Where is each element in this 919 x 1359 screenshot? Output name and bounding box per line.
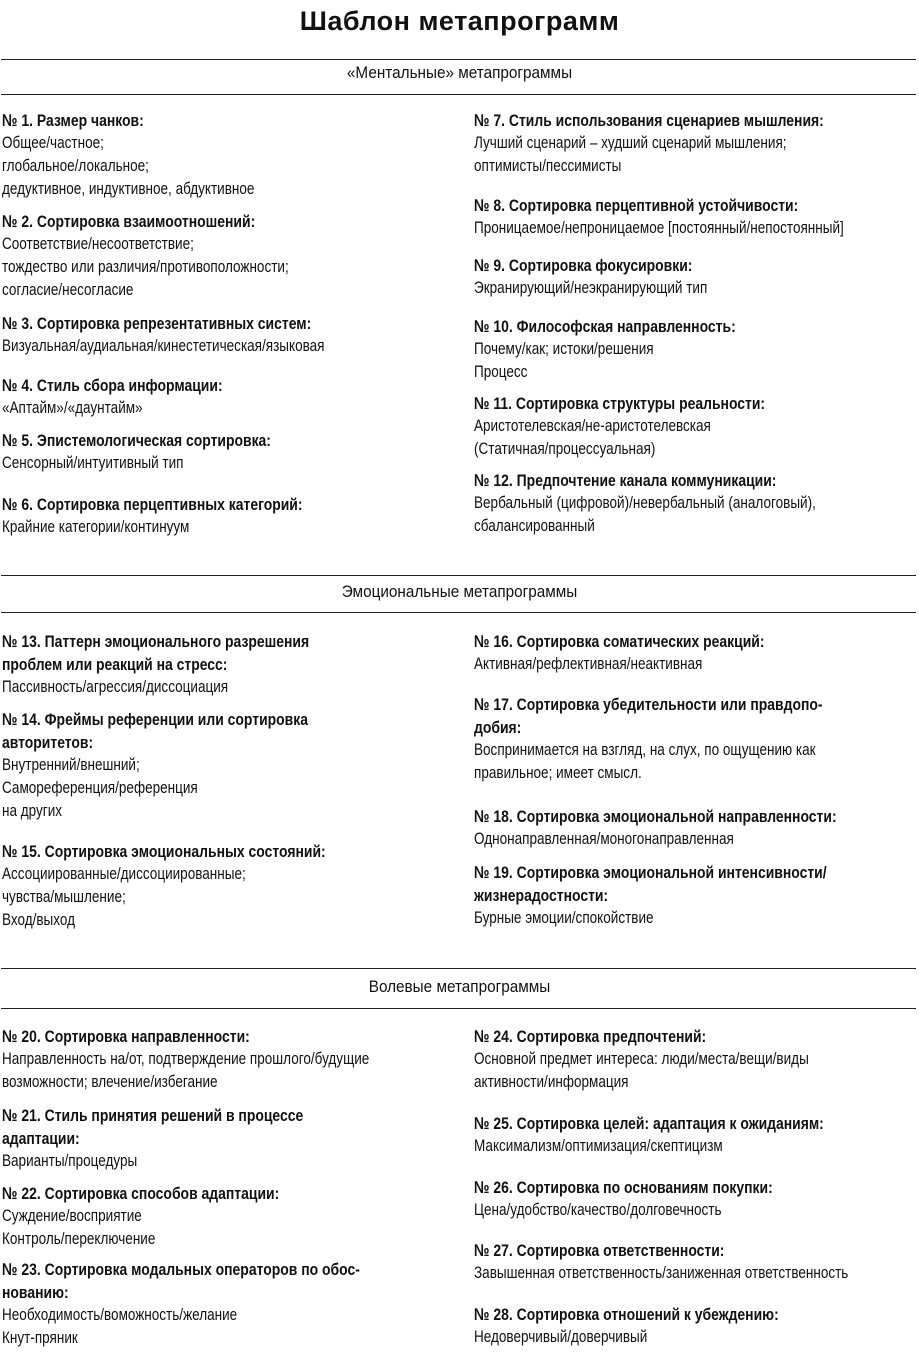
item-text: «Аптайм»/«даунтайм» <box>2 399 143 417</box>
item-text: возможности; влечение/избегание <box>2 1073 218 1091</box>
item-text: чувства/мышление; <box>2 888 126 906</box>
item-text: Проницаемое/непроницаемое [постоянный/непостоянный] <box>474 219 844 237</box>
item-heading: нованию: <box>2 1283 69 1302</box>
item-text: Пассивность/агрессия/диссоциация <box>2 678 229 696</box>
metaprogram-item-22 <box>2 1182 461 1251</box>
metaprogram-item-1 <box>2 109 461 201</box>
item-heading: № 1. Размер чанков: <box>2 111 144 130</box>
item-text: Контроль/переключение <box>2 1230 156 1248</box>
item-text: Завышенная ответственность/заниженная ответственность <box>474 1264 849 1282</box>
metaprogram-item-28 <box>474 1303 919 1349</box>
item-text: Суждение/восприятие <box>2 1207 142 1225</box>
metaprogram-item-21 <box>2 1104 461 1173</box>
metaprogram-item-4 <box>2 374 461 420</box>
item-heading: добия: <box>474 718 522 737</box>
item-heading: № 11. Сортировка структуры реальности: <box>474 394 766 413</box>
item-text: активности/информация <box>474 1073 629 1091</box>
item-text: Основной предмет интереса: люди/места/вещи/виды <box>474 1050 809 1068</box>
metaprogram-item-14 <box>2 708 461 823</box>
divider <box>1 575 916 576</box>
metaprogram-item-19 <box>474 861 919 930</box>
section-title-mental: «Ментальные» метапрограммы <box>346 63 573 82</box>
section-title-volitional: Волевые метапрограммы <box>368 977 551 996</box>
item-text: Воспринимается на взгляд, на слух, по ощущению как <box>474 741 816 759</box>
metaprogram-item-6 <box>2 493 461 539</box>
item-text: Ассоциированные/диссоциированные; <box>2 865 246 883</box>
metaprogram-item-15 <box>2 840 461 932</box>
item-text: Кнут-пряник <box>2 1329 78 1347</box>
metaprogram-item-27 <box>474 1239 919 1285</box>
metaprogram-item-18 <box>474 805 919 851</box>
metaprogram-item-17 <box>474 693 919 785</box>
item-text: Соответствие/несоответствие; <box>2 235 194 253</box>
item-heading: № 13. Паттерн эмоционального разрешения <box>2 632 310 651</box>
item-heading: № 28. Сортировка отношений к убеждению: <box>474 1305 779 1324</box>
item-heading: № 27. Сортировка ответственности: <box>474 1241 725 1260</box>
item-text: Активная/рефлективная/неактивная <box>474 655 703 673</box>
item-text: Вербальный (цифровой)/невербальный (аналоговый), <box>474 494 816 512</box>
item-text: тождество или различия/противоположности; <box>2 258 289 276</box>
item-heading: № 26. Сортировка по основаниям покупки: <box>474 1178 773 1197</box>
item-text: Варианты/процедуры <box>2 1152 138 1170</box>
item-heading: № 10. Философская направленность: <box>474 317 736 336</box>
item-text: Максимализм/оптимизация/скептицизм <box>474 1137 723 1155</box>
item-text: Самореференция/референция <box>2 779 198 797</box>
metaprogram-item-25 <box>474 1112 919 1158</box>
item-text: Направленность на/от, подтверждение прошлого/будущие <box>2 1050 370 1068</box>
item-text: дедуктивное, индуктивное, абдуктивное <box>2 180 255 198</box>
metaprogram-item-2 <box>2 210 461 302</box>
metaprogram-item-11 <box>474 392 919 461</box>
item-heading: № 14. Фреймы референции или сортировка <box>2 710 308 729</box>
item-text: Цена/удобство/качество/долговечность <box>474 1201 722 1219</box>
item-heading: № 25. Сортировка целей: адаптация к ожиданиям: <box>474 1114 824 1133</box>
metaprogram-item-9 <box>474 254 919 300</box>
item-heading: № 5. Эпистемологическая сортировка: <box>2 431 271 450</box>
metaprogram-item-24 <box>474 1025 919 1094</box>
item-text: Бурные эмоции/спокойствие <box>474 909 654 927</box>
section-title-emotional: Эмоциональные метапрограммы <box>341 582 578 601</box>
metaprogram-item-10 <box>474 315 919 384</box>
item-heading: № 3. Сортировка репрезентативных систем: <box>2 314 312 333</box>
item-text: оптимисты/пессимисты <box>474 157 622 175</box>
item-heading: № 16. Сортировка соматических реакций: <box>474 632 765 651</box>
metaprogram-item-20 <box>2 1025 461 1094</box>
item-text: Общее/частное; <box>2 134 104 152</box>
item-heading: № 9. Сортировка фокусировки: <box>474 256 693 275</box>
item-heading: № 6. Сортировка перцептивных категорий: <box>2 495 303 514</box>
item-text: Сенсорный/интуитивный тип <box>2 454 184 472</box>
item-heading: № 17. Сортировка убедительности или правдопо- <box>474 695 823 714</box>
item-heading: проблем или реакций на стресс: <box>2 655 228 674</box>
item-heading: № 18. Сортировка эмоциональной направленности: <box>474 807 837 826</box>
metaprogram-item-16 <box>474 630 919 676</box>
item-text: Однонаправленная/моногонаправленная <box>474 830 734 848</box>
item-text: глобальное/локальное; <box>2 157 149 175</box>
metaprogram-item-3 <box>2 312 461 358</box>
item-text: Крайние категории/континуум <box>2 518 190 536</box>
item-text: Лучший сценарий – худший сценарий мышления; <box>474 134 787 152</box>
item-text: (Статичная/процессуальная) <box>474 440 656 458</box>
item-heading: авторитетов: <box>2 733 94 752</box>
item-text: Экранирующий/неэкранирующий тип <box>474 279 708 297</box>
divider <box>1 59 916 60</box>
item-text: Процесс <box>474 363 528 381</box>
item-text: правильное; имеет смысл. <box>474 764 642 782</box>
item-text: сбалансированный <box>474 517 595 535</box>
metaprogram-item-26 <box>474 1176 919 1222</box>
item-text: Необходимость/воможность/желание <box>2 1306 238 1324</box>
item-heading: № 24. Сортировка предпочтений: <box>474 1027 707 1046</box>
item-heading: № 21. Стиль принятия решений в процессе <box>2 1106 304 1125</box>
item-text: Визуальная/аудиальная/кинестетическая/языковая <box>2 337 325 355</box>
metaprogram-item-13 <box>2 630 461 699</box>
divider <box>1 94 916 95</box>
item-text: Недоверчивый/доверчивый <box>474 1328 648 1346</box>
item-heading: № 15. Сортировка эмоциональных состояний: <box>2 842 326 861</box>
metaprogram-item-12 <box>474 469 919 538</box>
item-heading: № 22. Сортировка способов адаптации: <box>2 1184 280 1203</box>
metaprogram-item-8 <box>474 194 919 240</box>
divider <box>1 968 916 969</box>
item-heading: жизнерадостности: <box>474 886 609 905</box>
item-heading: № 8. Сортировка перцептивной устойчивости: <box>474 196 799 215</box>
item-heading: адаптации: <box>2 1129 80 1148</box>
item-heading: № 20. Сортировка направленности: <box>2 1027 250 1046</box>
item-text: согласие/несогласие <box>2 281 134 299</box>
divider <box>1 612 916 613</box>
metaprogram-item-23 <box>2 1258 461 1350</box>
item-text: Аристотелевская/не-аристотелевская <box>474 417 711 435</box>
item-heading: № 2. Сортировка взаимоотношений: <box>2 212 256 231</box>
item-text: на других <box>2 802 63 820</box>
item-heading: № 4. Стиль сбора информации: <box>2 376 223 395</box>
item-heading: № 12. Предпочтение канала коммуникации: <box>474 471 777 490</box>
item-heading: № 19. Сортировка эмоциональной интенсивности/ <box>474 863 827 882</box>
item-text: Вход/выход <box>2 911 76 929</box>
metaprogram-item-7 <box>474 109 919 178</box>
item-text: Внутренний/внешний; <box>2 756 140 774</box>
item-text: Почему/как; истоки/решения <box>474 340 654 358</box>
item-heading: № 7. Стиль использования сценариев мышления: <box>474 111 824 130</box>
metaprogram-item-5 <box>2 429 461 475</box>
item-heading: № 23. Сортировка модальных операторов по обос- <box>2 1260 360 1279</box>
page-title: Шаблон метапрограмм <box>299 6 620 36</box>
divider <box>1 1008 916 1009</box>
